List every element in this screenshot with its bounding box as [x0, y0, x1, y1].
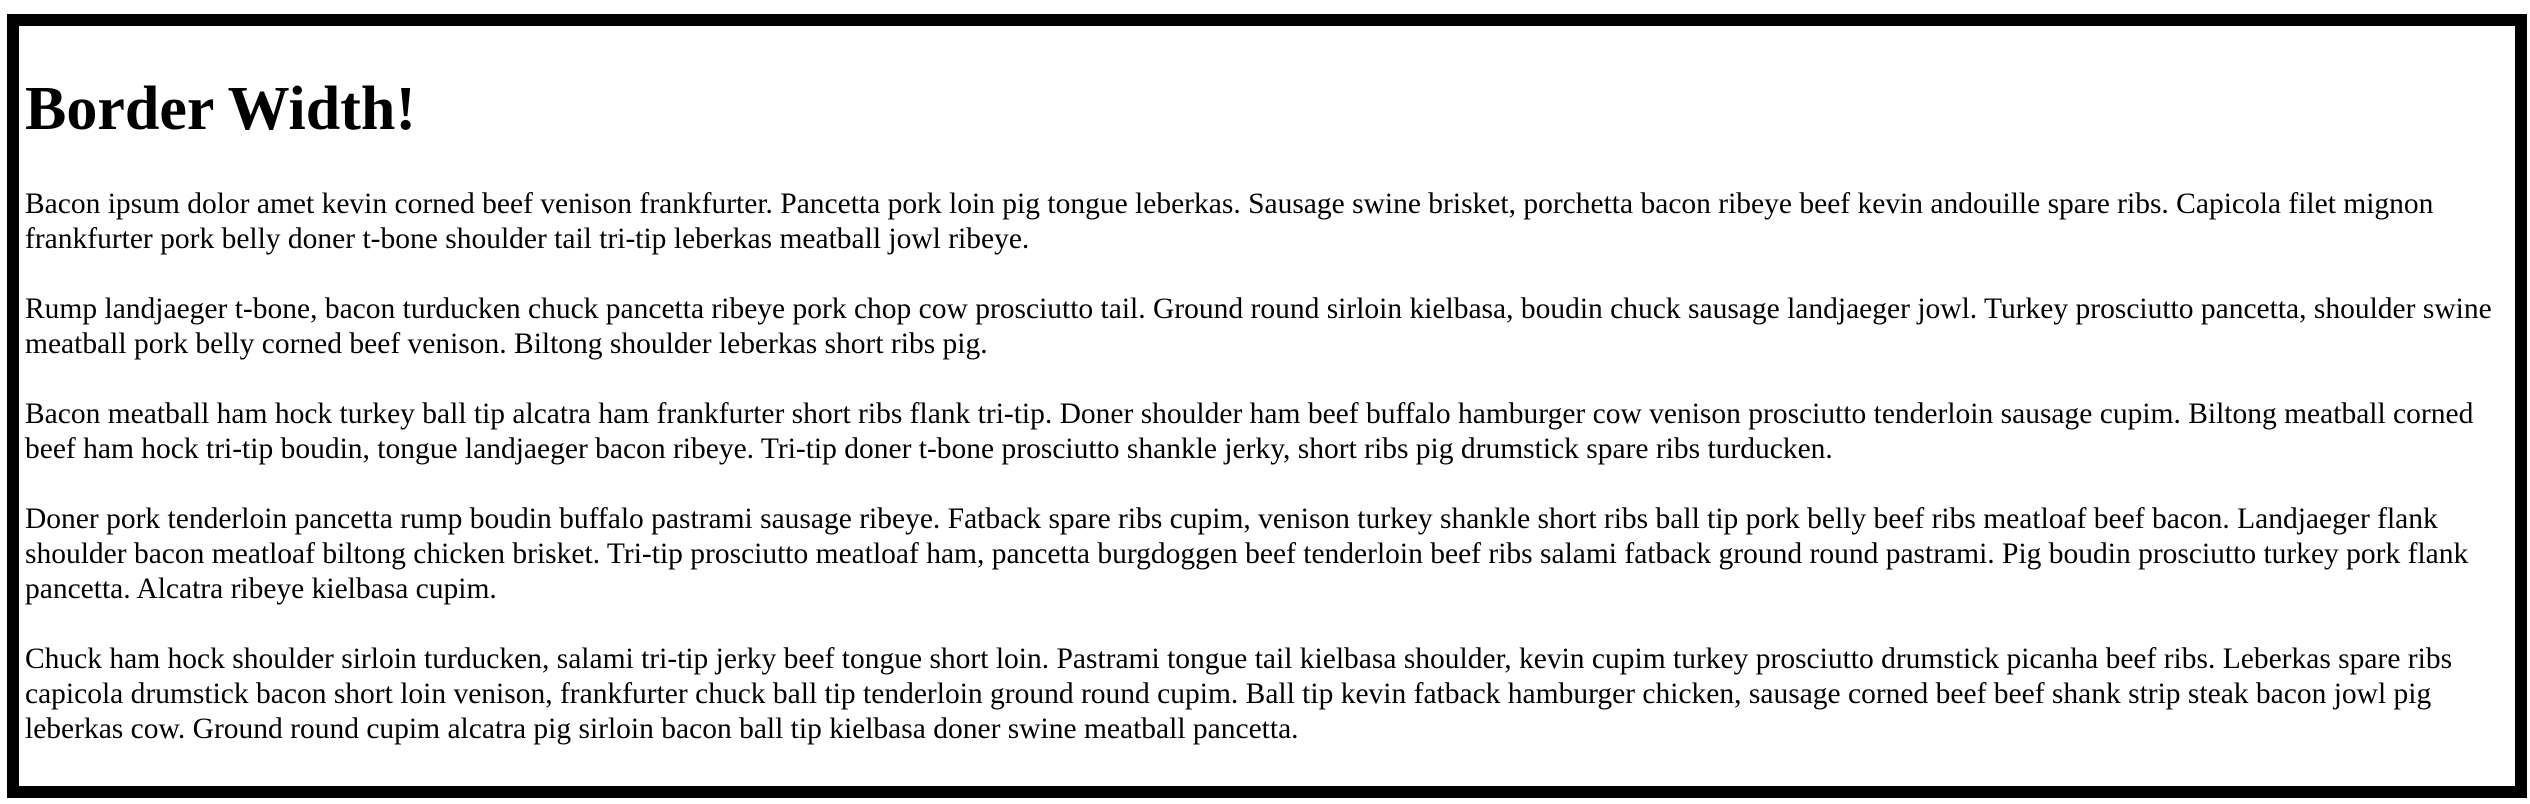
paragraph-2: Rump landjaeger t-bone, bacon turducken chuck pancetta ribeye pork chop cow prosciutto tail. Ground round sirloin kielbasa, boudin chuck sausage landjaeger jowl. Turkey prosciutto pancetta, shoulder swine meatball pork belly corned beef venison. Biltong shoulder leberkas short ribs pig. [25, 293, 2492, 361]
paragraph-4: Doner pork tenderloin pancetta rump boudin buffalo pastrami sausage ribeye. Fatback spare ribs cupim, venison turkey shankle short ribs ball tip pork belly beef ribs meatloaf beef bacon. Landjaeger flank shoulder bacon meatloaf biltong chicken brisket. Tri-tip prosciutto meatloaf ham, pancetta burgdoggen beef tenderloin beef ribs salami fatback ground round pastrami. Pig boudin prosciutto turkey pork flank pancetta. Alcatra ribeye kielbasa cupim. [25, 503, 2469, 606]
content-area [19, 74, 2515, 747]
bordered-container [7, 14, 2527, 798]
paragraph-5: Chuck ham hock shoulder sirloin turducken, salami tri-tip jerky beef tongue short loin. Pastrami tongue tail kielbasa shoulder, kevin cupim turkey prosciutto drumstick picanha beef ribs. Leberkas spare ribs capicola drumstick bacon short loin venison, frankfurter chuck ball tip tenderloin ground round cupim. Ball tip kevin fatback hamburger chicken, sausage corned beef beef shank strip steak bacon jowl pig leberkas cow. Ground round cupim alcatra pig sirloin bacon ball tip kielbasa doner swine meatball pancetta. [25, 643, 2453, 746]
paragraph-1: Bacon ipsum dolor amet kevin corned beef venison frankfurter. Pancetta pork loin pig tongue leberkas. Sausage swine brisket, porchetta bacon ribeye beef kevin andouille spare ribs. Capicola filet mignon frankfurter pork belly doner t-bone shoulder tail tri-tip leberkas meatball jowl ribeye. [25, 188, 2434, 256]
paragraph-3: Bacon meatball ham hock turkey ball tip alcatra ham frankfurter short ribs flank tri-tip. Doner shoulder ham beef buffalo hamburger cow venison prosciutto tenderloin sausage cupim. Biltong meatball corned beef ham hock tri-tip boudin, tongue landjaeger bacon ribeye. Tri-tip doner t-bone prosciutto shankle jerky, short ribs pig drumstick spare ribs turducken. [25, 398, 2474, 466]
page-title: Border Width! [25, 75, 417, 143]
